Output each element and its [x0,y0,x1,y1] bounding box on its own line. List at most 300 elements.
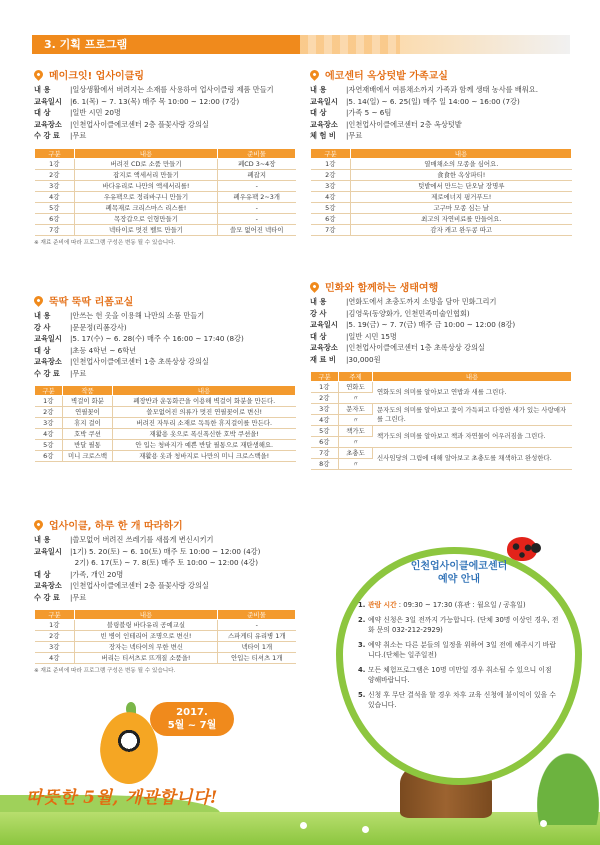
info-value: 가족, 개인 20명 [72,569,124,579]
table-header: 내용 [373,372,572,382]
table-cell: 7강 [311,448,339,459]
table-cell: 스파게티 유리병 1개 [218,631,296,642]
table-cell: 食食한 옥상파티! [351,169,572,180]
table-row [311,426,572,437]
info-row [310,296,572,308]
table-cell: 버려진 CD로 소품 만들기 [75,158,218,169]
info-label: 교육일시 [34,546,62,556]
table-cell: 넥타이로 멋진 벨트 만들기 [75,224,218,235]
info-value: 인천업사이클에코센터 2층 옥상텃밭 [348,119,462,129]
table-cell: 3강 [311,180,351,191]
table-row [35,653,296,664]
location-pin-icon [308,280,321,293]
table-cell: 쓸모 없어진 넥타이 [218,224,296,235]
program-info [310,84,572,142]
table-cell: 감자 캐고 완두콩 따고 [351,224,572,235]
program-rooftop-garden [310,67,572,236]
info-separator: | [346,119,349,129]
table-header: 구분 [35,386,63,396]
table-cell: 고구마 모종 심는 날 [351,202,572,213]
table-cell: 최고의 자연비료를 만들어요. [351,213,572,224]
info-value: 쓸모없어 버려진 쓰레기를 새롭게 변신시키기 [72,535,214,544]
info-row [310,84,572,96]
table-cell: 열매채소의 모종을 심어요. [351,158,572,169]
table-cell: 텃밭에서 만드는 단오날 장명루 [351,180,572,191]
table-row [311,382,572,393]
info-label: 체 험 비 [310,131,336,140]
table-cell: 1강 [311,158,351,169]
booking-item-text: 예약 취소는 다른 분들의 일정을 위하여 3일 전에 해주시기 바랍니다.(단체는 일주일전) [368,640,556,659]
table-row [35,213,296,224]
table-cell: 우유팩으로 정리바구니 만들기 [75,191,218,202]
table-header: 내용 [75,610,218,620]
table-cell: - [218,180,296,191]
info-label: 강 사 [310,308,327,318]
table-cell: 쓸모없어진 의류가 멋진 연필꽂이로 변신! [113,407,296,418]
booking-item [358,615,560,636]
table-cell: 2강 [35,631,75,642]
info-row [310,319,572,331]
info-label: 강 사 [34,322,51,332]
info-separator: | [70,546,73,556]
table-cell: - [218,202,296,213]
table-cell: 7강 [35,224,75,235]
info-label: 교육일시 [34,96,62,106]
curriculum-table [34,385,296,462]
section-header: 3. 기획 프로그램 [32,35,300,54]
info-separator: | [346,343,349,352]
info-label: 교육장소 [310,119,338,129]
info-value: 2기) 6. 17(토) ~ 7. 8(토) 매주 토 10:00 ~ 12:00 (4강) [74,558,258,567]
info-value: 자연재배에서 여름채소까지 가족과 함께 생태 농사를 배워요. [348,85,538,94]
info-value: 무료 [72,368,87,378]
table-cell: 4강 [35,429,63,440]
info-separator: | [70,322,73,332]
table-cell: 바다유리로 나만의 액세서리를! [75,180,218,191]
info-row [34,569,296,581]
booking-item-number: 4. [358,665,366,674]
info-value: 문문정(리폼강사) [72,322,127,332]
table-cell-merged: 신사임당의 그림에 대해 알아보고 초충도를 채색하고 완성한다. [373,448,572,470]
table-header: 내용 [351,148,572,158]
table-cell: 4강 [311,415,339,426]
info-value: 무료 [72,131,87,140]
booking-item-number: 3. [358,640,366,649]
info-row [34,107,296,119]
table-cell: 8강 [311,459,339,470]
curriculum-table [34,609,296,664]
booking-item-number: 5. [358,690,366,699]
table-cell: 〃 [339,415,373,426]
booking-list [358,600,560,711]
info-label: 내 용 [34,85,51,94]
booking-item-body [368,665,560,686]
flower-icon [362,826,369,833]
table-cell: 폐장반과 운동화끈을 이용해 벽걸이 화분을 만든다. [113,396,296,407]
program-makeit-upcycling [34,67,296,246]
info-separator: | [70,108,73,117]
table-cell: 4강 [35,191,75,202]
info-value: 5. 14(일) ~ 6. 25(일) 매주 일 14:00 ~ 16:00 (7강) [348,96,520,106]
ladybug-head [531,543,541,553]
booking-item-body [368,615,560,636]
program-reform-class [34,293,296,462]
table-row [35,180,296,191]
table-header: 구분 [311,372,339,382]
program-title: 에코센터 옥상텃밭 가족교실 [325,70,448,82]
info-value: 무료 [348,131,363,140]
program-info [34,534,296,603]
booking-item-text: 신청 후 무단 결석을 할 경우 차후 교육 신청에 불이익이 있을 수 있습니다. [368,690,556,709]
info-row [310,331,572,343]
info-value: 연화도에서 초충도까지 소망을 담아 민화그리기 [348,297,497,306]
booking-item-text: 예약 신청은 3일 전까지 가능합니다. (단체 30명 이상인 경우, 전화 문의 032-212-2929) [368,615,559,634]
table-cell: 〃 [339,459,373,470]
table-cell: 재활용 옷으로 폭신폭신한 호박 쿠션을! [113,429,296,440]
table-cell: 1강 [35,620,75,631]
table-cell: 벽걸이 화분 [63,396,113,407]
info-separator: | [346,85,349,94]
table-cell: 2강 [311,393,339,404]
table-cell: 〃 [339,437,373,448]
info-value: 30,000원 [348,354,381,364]
curriculum-table [34,148,296,236]
info-label: 수 강 료 [34,592,60,602]
info-separator: | [70,592,73,602]
table-cell: 버려진 자투리 소재로 독특한 휴지걸이를 만든다. [113,418,296,429]
booking-item-body [368,690,560,711]
table-cell: 2강 [35,407,63,418]
info-value: 일반 시민 20명 [72,108,121,117]
table-cell: 6강 [311,437,339,448]
table-cell: 폐우유팩 2~3개 [218,191,296,202]
program-daily-upcycle [34,517,296,674]
info-separator: | [70,535,73,544]
header-decoration-fade [400,35,570,54]
info-label: 교육일시 [310,96,338,106]
table-cell: 호박 쿠션 [63,429,113,440]
info-label: 대 상 [34,345,51,355]
info-row [34,96,296,108]
table-row [35,224,296,235]
info-value: 초등 4학년 ~ 6학년 [72,345,137,355]
table-note: ※ 재료 준비에 따라 프로그램 구성은 변동 될 수 있습니다. [34,668,176,674]
info-label [34,557,70,569]
info-row [34,557,296,569]
info-separator: | [346,354,349,364]
info-separator: | [346,96,349,106]
booking-title-line2: 예약 안내 [437,574,481,585]
table-cell: - [218,620,296,631]
flower-icon [300,822,307,829]
program-title: 뚝딱 뚝딱 리폼교실 [49,296,134,308]
table-cell: 반달 필통 [63,440,113,451]
table-row [35,451,296,462]
info-row [310,354,572,366]
table-row [311,202,572,213]
table-cell: 초충도 [339,448,373,459]
info-row [34,310,296,322]
info-separator: | [346,108,349,117]
table-header: 구분 [35,148,75,158]
table-cell: 1강 [311,382,339,393]
table-cell: 책가도 [339,426,373,437]
table-row [35,169,296,180]
info-separator: | [70,357,73,366]
grass-decoration-right [520,725,600,825]
period-months: 5월 ~ 7월 [167,720,217,731]
info-value: 1기) 5. 20(토) ~ 6. 10(토) 매주 토 10:00 ~ 12:00 (4강) [72,546,261,556]
info-label: 수 강 료 [34,131,60,140]
table-cell: 폐잡지 [218,169,296,180]
table-row [35,158,296,169]
info-separator: | [346,308,349,318]
info-label: 내 용 [310,85,327,94]
table-cell: 빈 병이 인테리어 조명으로 변신! [75,631,218,642]
location-pin-icon [308,68,321,81]
info-value: 5. 19(금) ~ 7. 7(금) 매주 금 10:00 ~ 12:00 (8강) [348,320,516,329]
info-label: 교육일시 [310,320,338,329]
info-row [34,119,296,131]
table-cell: 3강 [35,642,75,653]
table-header: 내용 [75,148,218,158]
info-value: 가족 5 ~ 6팀 [348,108,392,117]
table-row [311,224,572,235]
info-separator: | [346,297,349,306]
table-cell: 7강 [311,224,351,235]
table-header: 구분 [311,148,351,158]
curriculum-table [310,371,572,470]
table-cell: 5강 [35,440,63,451]
table-cell: 장자는 넥타이의 무한 변신 [75,642,218,653]
info-separator: | [70,311,73,320]
info-row [34,356,296,368]
table-cell: 5강 [35,202,75,213]
info-label: 교육장소 [34,357,62,366]
booking-item [358,690,560,711]
table-cell: 2강 [35,169,75,180]
info-row [310,308,572,320]
table-header: 내용 [113,386,296,396]
table-cell: 〃 [339,393,373,404]
table-cell: 6강 [35,213,75,224]
info-label: 재 료 비 [310,354,336,364]
location-pin-icon [32,518,45,531]
info-value: 안쓰는 헌 옷을 이용해 나만의 소품 만들기 [72,311,205,320]
table-row [311,180,572,191]
table-cell: 1강 [35,396,63,407]
info-label: 내 용 [34,311,51,320]
table-cell: 제로에너지 핑거푸드! [351,191,572,202]
table-cell: 3강 [35,418,63,429]
info-value: 일상생활에서 버려지는 소재를 사용하여 업사이클링 제품 만들기 [72,85,274,94]
info-separator: | [70,119,73,129]
info-label: 교육장소 [34,581,62,590]
flower-icon [540,820,547,827]
table-row [35,642,296,653]
table-cell: 폐CD 3~4장 [218,158,296,169]
info-separator: | [346,320,349,329]
info-row [34,580,296,592]
info-value: 인천업사이클에코센터 2층 플꽃사랑 강의실 [72,581,209,590]
program-title: 업사이클, 하루 한 개 따라하기 [49,520,183,532]
info-value: 김영욱(동양화가, 인천민족미술인협회) [348,308,470,318]
info-value: 무료 [72,592,87,602]
table-cell: 목장갑으로 인형만들기 [75,213,218,224]
table-row [35,418,296,429]
table-row [311,448,572,459]
booking-title-line1: 인천업사이클에코센터 [410,561,508,572]
table-cell: 미니 크로스백 [63,451,113,462]
program-minhwa-eco-trip [310,279,572,470]
info-label: 대 상 [34,569,51,579]
info-value: 인천업사이클에코센터 1층 초록상상 강의실 [72,357,209,366]
table-note: ※ 재료 준비에 따라 프로그램 구성은 변동 될 수 있습니다. [34,239,176,246]
table-row [311,213,572,224]
table-cell-merged: 연화도의 의미를 알아보고 연밥과 새를 그린다. [373,382,572,404]
table-cell-merged: 문자도의 의미를 알아보고 꽃이 가득피고 다정한 새가 있는 사랑애자를 그린다. [373,404,572,426]
booking-guide [358,560,560,715]
booking-item [358,640,560,661]
info-row [310,96,572,108]
table-cell: 5강 [311,202,351,213]
info-value: 일반 시민 15명 [348,331,397,341]
program-info [34,84,296,142]
booking-item-lead: 관람 시간 [368,601,397,609]
table-cell: 넥타이 1개 [218,642,296,653]
info-row [34,368,296,380]
table-row [35,631,296,642]
table-row [311,191,572,202]
table-cell: 블링블링 바다유리 공예교실 [75,620,218,631]
booking-item-number: 2. [358,615,366,624]
info-label: 교육장소 [310,343,338,352]
table-cell: 폐목재로 크리스마스 리스를! [75,202,218,213]
table-cell: 2강 [311,169,351,180]
info-row [34,592,296,604]
info-row [34,546,296,558]
program-info [310,296,572,365]
info-separator: | [346,131,349,140]
table-cell: 안 입는 청바지가 예쁜 반달 필통으로 재탄생해요. [113,440,296,451]
info-separator: | [70,368,73,378]
table-cell: 3강 [311,404,339,415]
info-label: 내 용 [34,535,51,544]
info-row [34,345,296,357]
table-row [35,191,296,202]
info-value: 5. 17(수) ~ 6. 28(수) 매주 수 16:00 ~ 17:40 (8강) [72,334,244,343]
info-row [34,534,296,546]
table-header: 준비물 [218,148,296,158]
info-separator: | [70,85,73,94]
info-row [34,322,296,334]
booking-item-body [368,600,526,611]
table-cell: 재활용 옷과 청바지로 나만의 미니 크로스백을! [113,451,296,462]
table-header: 작품 [63,386,113,396]
info-row [310,107,572,119]
table-header: 구분 [35,610,75,620]
table-cell: 4강 [35,653,75,664]
info-separator: | [70,569,73,579]
info-separator: | [70,96,73,106]
table-row [35,396,296,407]
opening-slogan: 따뜻한 5월, 개관합니다! [26,788,218,808]
table-header: 주제 [339,372,373,382]
table-header: 준비물 [218,610,296,620]
info-separator: | [70,131,73,140]
info-label: 수 강 료 [34,368,60,378]
header-decoration [300,35,400,54]
location-pin-icon [32,294,45,307]
info-label: 대 상 [34,108,51,117]
booking-item-text: 모든 체험프로그램은 10명 미만일 경우 취소될 수 있으니 이점 양해바랍니다. [368,665,552,684]
table-row [35,620,296,631]
program-info [34,310,296,379]
info-label: 내 용 [310,297,327,306]
table-row [35,440,296,451]
info-label: 교육일시 [34,334,62,343]
table-cell: 1강 [35,158,75,169]
info-value: 인천업사이클에코센터 2층 플꽃사랑 강의실 [72,119,209,129]
info-separator: | [70,581,73,590]
info-row [34,84,296,96]
table-cell: - [218,213,296,224]
booking-item [358,665,560,686]
table-cell: 연화도 [339,382,373,393]
booking-item-text: : 09:30 ~ 17:30 (휴관 : 월요일 / 공휴일) [396,601,526,609]
booking-item [358,600,560,611]
table-cell: 버리는 티셔츠로 뜨개질 소품을! [75,653,218,664]
table-row [311,158,572,169]
period-year: 2017. [176,707,208,718]
table-cell: 6강 [35,451,63,462]
info-separator: | [70,334,73,343]
table-cell: 3강 [35,180,75,191]
info-row [34,333,296,345]
info-row [310,342,572,354]
info-value: 6. 1(목) ~ 7. 13(목) 매주 목 10:00 ~ 12:00 (7강) [72,96,240,106]
table-cell-merged: 책가도의 의미를 알아보고 책과 자연물이 어우러짐을 그린다. [373,426,572,448]
table-cell: 잡지로 액세서리 만들기 [75,169,218,180]
booking-item-body [368,640,560,661]
info-row [310,130,572,142]
table-row [35,202,296,213]
table-cell: 연필꽂이 [63,407,113,418]
info-label: 교육장소 [34,119,62,129]
program-title: 민화와 함께하는 생태여행 [325,282,439,294]
info-separator: | [346,331,349,341]
info-label: 대 상 [310,331,327,341]
info-value: 인천업사이클에코센터 1층 초록상상 강의실 [348,343,485,352]
table-row [35,429,296,440]
table-cell: 4강 [311,191,351,202]
table-row [311,169,572,180]
booking-item-number: 1. [358,601,366,609]
ground-decoration [0,812,600,845]
info-row [310,119,572,131]
location-pin-icon [32,68,45,81]
table-row [35,407,296,418]
period-badge [150,702,234,736]
table-cell: 5강 [311,426,339,437]
program-title: 메이크잇! 업사이클링 [49,70,144,82]
info-separator: | [70,345,73,355]
table-cell: 휴지 걸이 [63,418,113,429]
curriculum-table [310,148,572,236]
info-label: 대 상 [310,108,327,117]
table-cell: 6강 [311,213,351,224]
info-row [34,130,296,142]
